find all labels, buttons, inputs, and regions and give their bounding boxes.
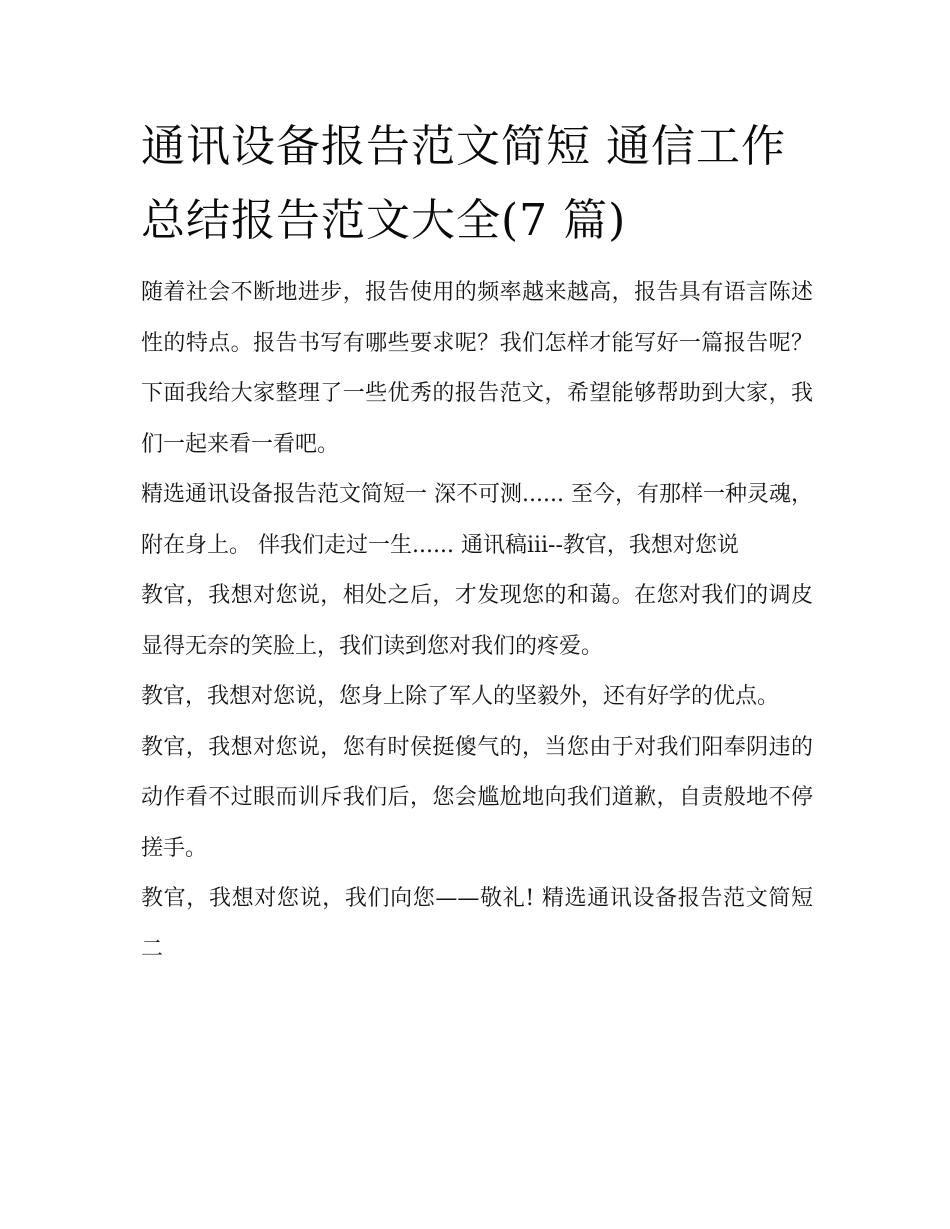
section-one-heading-paragraph: 精选通讯设备报告范文简短一 深不可测...... 至今，有那样一种灵魂，附在身上。 伴我们走过一生...... 通讯稿iii--教官，我想对您说 [141, 482, 813, 558]
document-body [141, 268, 813, 975]
document-title: 通讯设备报告范文简短 通信工作总结报告范文大全(7 篇) [141, 121, 786, 246]
body-paragraph: 教官，我想对您说，您身上除了军人的坚毅外，还有好学的优点。 [141, 684, 780, 709]
document-page [141, 110, 813, 975]
body-paragraph: 教官，我想对您说，您有时侯挺傻气的，当您由于对我们阳奉阴违的动作看不过眼而训斥我们后，您会尴尬地向我们道歉，自责般地不停搓手。 [141, 734, 813, 861]
intro-paragraph: 随着社会不断地进步，报告使用的频率越来越高，报告具有语言陈述性的特点。报告书写有哪些要求呢？我们怎样才能写好一篇报告呢？下面我给大家整理了一些优秀的报告范文，希望能够帮助到大家，我们一起来看一看吧。 [141, 280, 813, 457]
body-paragraph: 教官，我想对您说，相处之后，才发现您的和蔼。在您对我们的调皮显得无奈的笑脸上，我们读到您对我们的疼爱。 [141, 583, 813, 659]
closing-paragraph: 教官，我想对您说，我们向您——敬礼! 精选通讯设备报告范文简短二 [141, 886, 813, 962]
